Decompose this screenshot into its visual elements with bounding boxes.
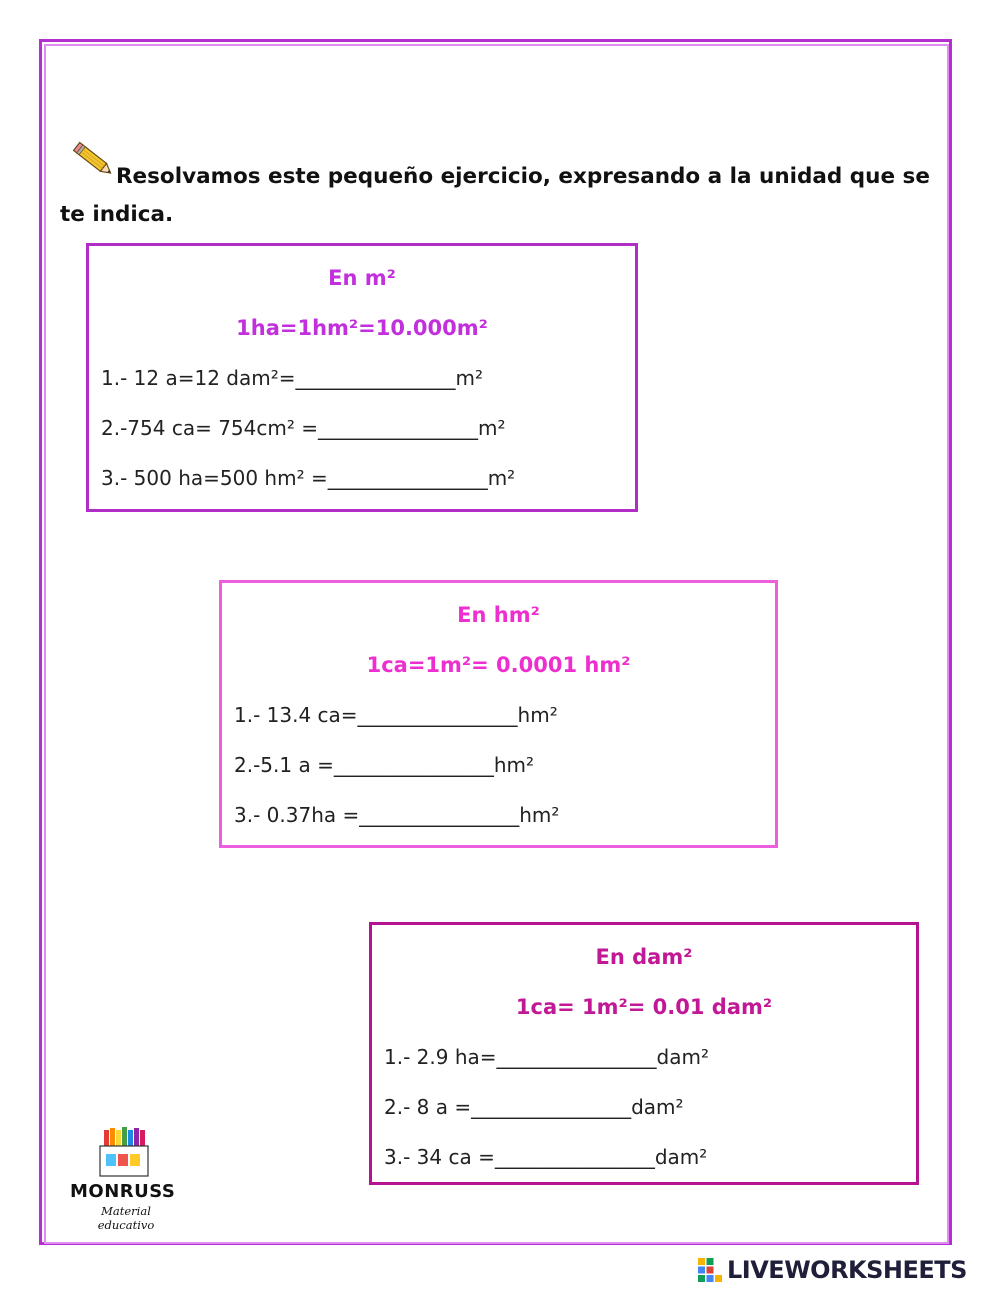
watermark-text: LIVEWORKSHEETS: [727, 1256, 967, 1284]
conversion-rule: 1ca=1m²= 0.0001 hm²: [366, 653, 631, 677]
exercise-box-dam2: [369, 922, 919, 1185]
logo-name: MONRUSS: [70, 1181, 176, 1202]
exercise-box-hm2: [219, 580, 778, 848]
exercise-item: 2.-754 ca= 754cm² =________________m²: [101, 416, 506, 440]
box-title: En m²: [328, 266, 396, 290]
instructions-text: Resolvamos este pequeño ejercicio, expresando a la unidad que se te indica.: [60, 164, 930, 227]
exercise-list: [222, 690, 775, 840]
box-title: En dam²: [595, 945, 693, 969]
exercise-item: 3.- 500 ha=500 hm² =________________m²: [101, 466, 516, 490]
liveworksheets-watermark[interactable]: [697, 1253, 995, 1287]
exercise-item: 1.- 12 a=12 dam²=________________m²: [101, 366, 483, 390]
crayon-box-icon: [70, 1124, 170, 1184]
exercise-list: [372, 1032, 916, 1182]
logo-subtitle: Material educativo: [97, 1204, 155, 1232]
box-title: En hm²: [457, 603, 540, 627]
exercise-item: 3.- 34 ca =________________dam²: [384, 1145, 708, 1169]
exercise-item: 1.- 13.4 ca=________________hm²: [234, 703, 558, 727]
exercise-box-m2: [86, 243, 638, 512]
exercise-item: 3.- 0.37ha =________________hm²: [234, 803, 560, 827]
exercise-item: 2.- 8 a =________________dam²: [384, 1095, 684, 1119]
exercise-item: 2.-5.1 a =________________hm²: [234, 753, 535, 777]
liveworksheets-logo-icon: [697, 1257, 723, 1283]
exercise-list: [89, 353, 635, 503]
conversion-rule: 1ca= 1m²= 0.01 dam²: [515, 995, 773, 1019]
exercise-item: 1.- 2.9 ha=________________dam²: [384, 1045, 709, 1069]
monruss-logo: [70, 1124, 180, 1232]
conversion-rule: 1ha=1hm²=10.000m²: [236, 316, 488, 340]
